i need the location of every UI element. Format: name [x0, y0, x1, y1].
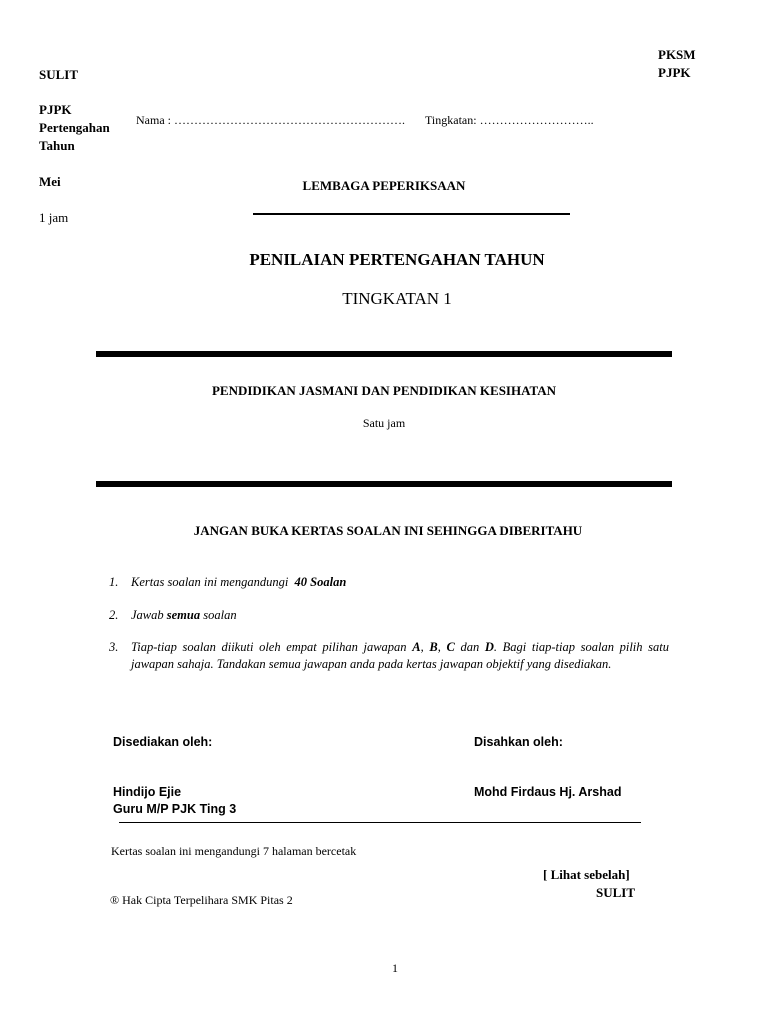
class-field: Tingkatan: ………………………..: [425, 113, 594, 127]
instruction-3: [109, 639, 669, 693]
instruction-text: soalan: [203, 608, 237, 622]
signature-underline: [119, 822, 641, 823]
duration-label: 1 jam: [39, 210, 69, 225]
pages-note: Kertas soalan ini mengandungi 7 halaman bercetak: [111, 844, 357, 858]
sulit-label: SULIT: [39, 67, 79, 82]
instruction-1: [109, 574, 669, 592]
warning-text: JANGAN BUKA KERTAS SOALAN INI SEHINGGA DIBERITAHU: [193, 523, 583, 538]
preparer-title: Guru M/P PJK Ting 3: [113, 802, 237, 816]
instruction-text: Jawab: [131, 608, 164, 622]
prepared-by-label: Disediakan oleh:: [113, 735, 213, 749]
instruction-text: . Bagi tiap-tiap soalan pilih satu jawapan sahaja. Tandakan semua jawapan anda pada kertas jawapan objektif yang disediakan.: [131, 640, 670, 671]
instruction-number: 1.: [109, 575, 119, 589]
exam-duration: Satu jam: [362, 416, 406, 430]
subject-code-line2: Pertengahan: [39, 120, 110, 135]
option-c: C: [446, 640, 455, 654]
approved-by-label: Disahkan oleh:: [474, 735, 563, 749]
form-title: TINGKATAN 1: [342, 289, 452, 308]
top-right-code-line1: PKSM: [658, 47, 696, 62]
instruction-text: Tiap-tiap soalan diikuti oleh empat pilihan jawapan: [131, 640, 413, 654]
divider-top: [96, 351, 672, 357]
top-right-code-line2: PJPK: [658, 65, 691, 80]
month-label: Mei: [39, 174, 61, 189]
option-b: B: [429, 640, 438, 654]
preparer-name: Hindijo Ejie: [113, 785, 182, 799]
approver-name: Mohd Firdaus Hj. Arshad: [474, 785, 622, 799]
copyright-note: ® Hak Cipta Terpelihara SMK Pitas 2: [110, 893, 293, 907]
see-next-page: [ Lihat sebelah]: [543, 867, 630, 882]
option-a: A: [412, 640, 421, 654]
page-number: 1: [392, 961, 398, 975]
instruction-number: 3.: [109, 640, 119, 654]
subject-code-line1: PJPK: [39, 102, 72, 117]
subject-code-line3: Tahun: [39, 138, 75, 153]
exam-board-title: LEMBAGA PEPERIKSAAN: [302, 178, 466, 193]
sulit-footer: SULIT: [596, 885, 636, 900]
separator: dan: [454, 640, 485, 654]
separator: ,: [420, 640, 430, 654]
instruction-text: Kertas soalan ini mengandungi: [131, 575, 289, 589]
instruction-bold: 40 Soalan: [294, 575, 347, 589]
option-d: D: [484, 640, 494, 654]
title-underline: [253, 213, 570, 215]
instruction-2: [109, 607, 669, 625]
name-field: Nama : ………………………………………………….: [136, 113, 405, 127]
instruction-bold: semua: [166, 608, 201, 622]
divider-bottom: [96, 481, 672, 487]
subject-title: PENDIDIKAN JASMANI DAN PENDIDIKAN KESIHATAN: [211, 383, 557, 398]
separator: ,: [437, 640, 447, 654]
exam-title: PENILAIAN PERTENGAHAN TAHUN: [249, 250, 545, 269]
instruction-number: 2.: [109, 608, 119, 622]
